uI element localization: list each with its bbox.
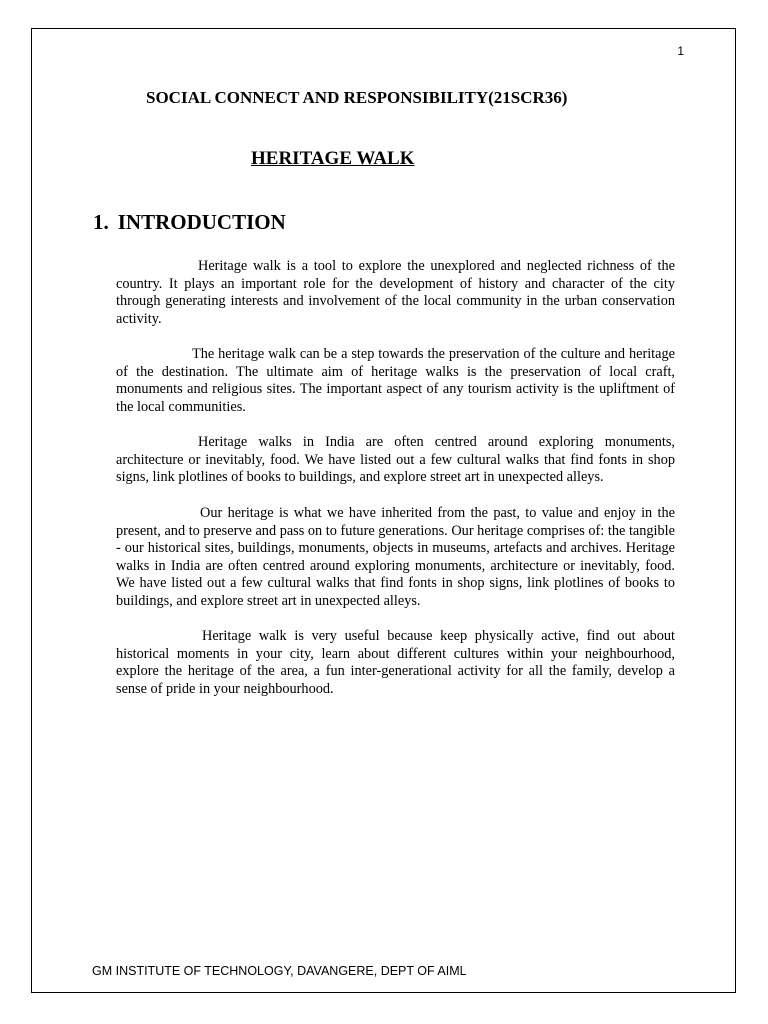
document-title: HERITAGE WALK bbox=[251, 148, 415, 169]
paragraph-2: The heritage walk can be a step towards the preservation of the culture and heritage of the destination. The ultimate aim of heritage walks is the preservation of local craft, monuments and religious sites. The important aspect of any tourism activity is the upliftment of the local communities. bbox=[116, 346, 675, 415]
paragraph-1: Heritage walk is a tool to explore the unexplored and neglected richness of the country. It plays an important role for the development of history and character of the city through generating interests and involvement of the local community in the urban conservation activity. bbox=[116, 258, 675, 327]
paragraph-5: Heritage walk is very useful because keep physically active, find out about historical moments in your city, learn about different cultures within your neighbourhood, explore the heritage of the area, a fun inter-generational activity for all the family, develop a sense of pride in your neighbourhood. bbox=[116, 628, 675, 697]
course-title: SOCIAL CONNECT AND RESPONSIBILITY(21SCR36) bbox=[146, 88, 568, 107]
page-footer: GM INSTITUTE OF TECHNOLOGY, DAVANGERE, DEPT OF AIML bbox=[92, 964, 467, 978]
page-number: 1 bbox=[677, 44, 684, 58]
paragraph-4: Our heritage is what we have inherited from the past, to value and enjoy in the present, and to preserve and pass on to future generations. Our heritage comprises of: the tangible - our historical sites, buildings, monuments, objects in museums, artefacts and archives. Heritage walks in India are often centred around exploring monuments, architecture or inevitably, food. We have listed out a few cultural walks that find fonts in shop signs, link plotlines of books to buildings, and explore street art in unexpected alleys. bbox=[116, 505, 675, 609]
section-heading bbox=[93, 210, 286, 235]
paragraph-3: Heritage walks in India are often centred around exploring monuments, architecture or inevitably, food. We have listed out a few cultural walks that find fonts in shop signs, link plotlines of books to buildings, and explore street art in unexpected alleys. bbox=[116, 434, 675, 485]
section-title: INTRODUCTION bbox=[117, 210, 286, 234]
section-number: 1. bbox=[93, 210, 109, 234]
